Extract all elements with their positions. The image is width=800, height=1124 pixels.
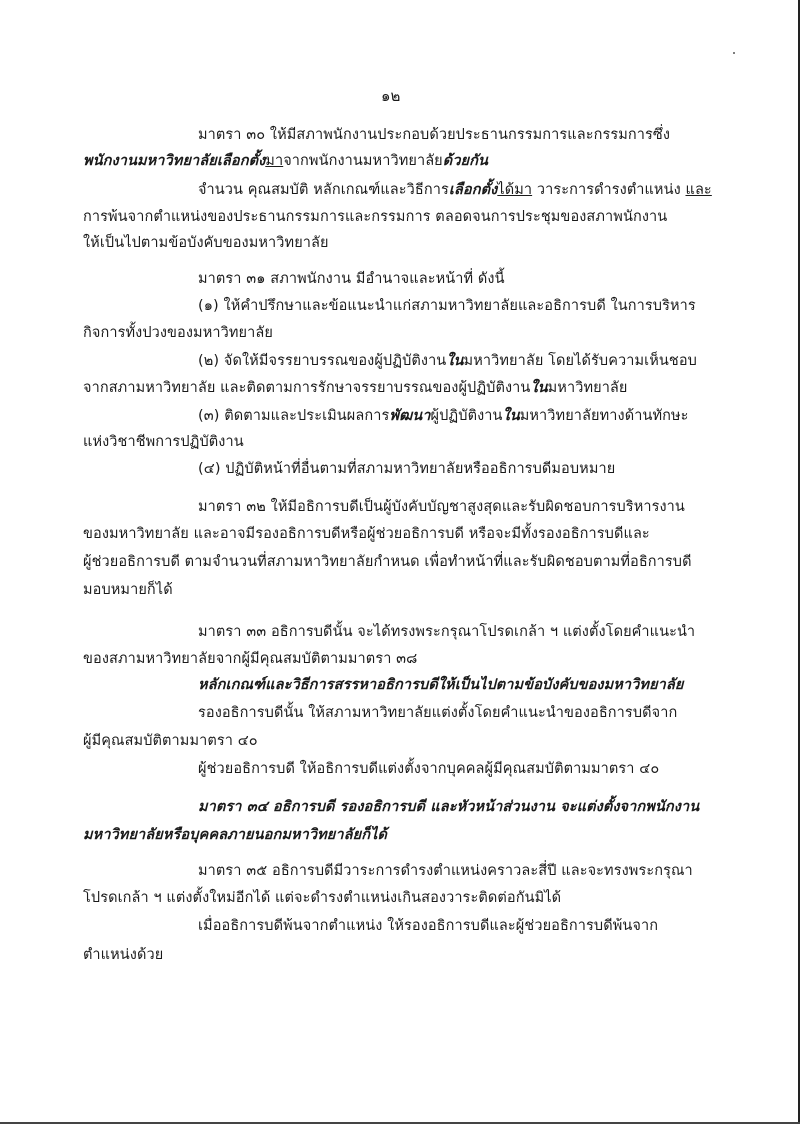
text-segment: (๒) จัดให้มีจรรยาบรรณของผู้ปฏิบัติงาน [198,353,447,369]
text-segment: รองอธิการบดีนั้น ให้สภามหาวิทยาลัยแต่งตั้งโดยคำแนะนำของอธิการบดีจาก [198,705,678,721]
text-segment: พนักงานมหาวิทยาลัยเลือกตั้ง [83,153,266,169]
text-segment: หลักเกณฑ์และวิธีการสรรหาอธิการบดีให้เป็นไปตามข้อบังคับของมหาวิทยาลัย [198,677,684,693]
text-segment: มหาวิทยาลัยทางด้านทักษะ [519,408,689,424]
text-segment: ใน [530,380,548,396]
section-32-line-4 [83,580,173,600]
section-31-line-5 [83,378,628,398]
section-32-line-2 [83,524,650,544]
section-30-line-2 [83,151,488,171]
text-segment: วาระการดำรงตำแหน่ง [532,182,686,198]
text-segment: (๔) ปฏิบัติหน้าที่อื่นตามที่สภามหาวิทยาลัยหรืออธิการบดีมอบหมาย [198,461,616,477]
text-segment: มาตรา ๓๓ อธิการบดีนั้น จะได้ทรงพระกรุณาโปรดเกล้า ฯ แต่งตั้งโดยคำแนะนำ [198,624,696,640]
text-segment: ผู้มีคุณสมบัติตามมาตรา ๔๐ [83,733,258,749]
text-segment: มา [265,153,284,169]
text-segment: กิจการทั้งปวงของมหาวิทยาลัย [83,325,273,341]
text-segment: โปรดเกล้า ฯ แต่งตั้งใหม่อีกได้ แต่จะดำรงตำแหน่งเกินสองวาระติดต่อกันมิได้ [83,890,562,906]
text-segment: ของมหาวิทยาลัย และอาจมีรองอธิการบดีหรือผู้ช่วยอธิการบดี หรือจะมีทั้งรองอธิการบดีและ [83,526,650,542]
section-33-line-1 [198,622,695,642]
text-segment: มาตรา ๓๑ สภาพนักงาน มีอำนาจและหน้าที่ ดังนี้ [198,271,505,287]
text-segment: ผู้ปฏิบัติงาน [430,408,503,424]
text-segment: มหาวิทยาลัย โดยได้รับความเห็นชอบ [463,353,697,369]
section-30-line-4 [83,207,667,227]
section-35-line-4 [83,945,163,965]
section-33-line-3 [198,675,684,695]
text-segment: แห่งวิชาชีพการปฏิบัติงาน [83,434,244,450]
section-31-line-3 [83,323,273,343]
scan-speck [733,52,735,54]
text-segment: มาตรา ๓๐ ให้มีสภาพนักงานประกอบด้วยประธานกรรมการและกรรมการซึ่ง [198,127,671,143]
text-segment: จำนวน คุณสมบัติ หลักเกณฑ์และวิธีการ [198,182,449,198]
text-segment: พัฒนา [389,408,431,424]
section-33-line-4 [198,703,677,723]
text-segment: ผู้ช่วยอธิการบดี ให้อธิการบดีแต่งตั้งจากบุคคลผู้มีคุณสมบัติตามมาตรา ๔๐ [198,761,660,777]
text-segment: มหาวิทยาลัยหรือบุคคลภายนอกมหาวิทยาลัยก็ได้ [83,827,387,843]
text-segment: ใน [446,353,464,369]
text-segment: มหาวิทยาลัย [547,380,628,396]
text-segment: มาตรา ๓๕ อธิการบดีมีวาระการดำรงตำแหน่งคราวละสี่ปี และจะทรงพระกรุณา [198,863,693,879]
text-segment: ผู้ช่วยอธิการบดี ตามจำนวนที่สภามหาวิทยาลัยกำหนด เพื่อทำหน้าที่และรับผิดชอบตามที่อธิการบดี [83,554,692,570]
text-segment: มาตรา ๓๒ ให้มีอธิการบดีเป็นผู้บังคับบัญชาสูงสุดและรับผิดชอบการบริหารงาน [198,499,685,515]
section-33-line-5 [83,731,258,751]
section-32-line-1 [198,497,685,517]
section-34-line-1 [198,797,699,817]
section-31-line-8 [198,459,615,479]
section-35-line-2 [83,888,561,908]
text-segment: เมื่ออธิการบดีพ้นจากตำแหน่ง ให้รองอธิการบดีและผู้ช่วยอธิการบดีพ้นจาก [198,918,659,934]
section-31-line-6 [198,406,689,426]
text-segment: (๓) ติดตามและประเมินผลการ [198,408,390,424]
text-segment: ด้วยกัน [442,153,489,169]
section-30-line-5 [83,233,329,253]
section-30-line-1 [198,125,670,145]
text-segment: เลือกตั้ง [448,182,498,198]
text-segment: มาตรา ๓๔ อธิการบดี รองอธิการบดี และหัวหน้าส่วนงาน จะแต่งตั้งจากพนักงาน [198,799,700,815]
text-segment: ของสภามหาวิทยาลัยจากผู้มีคุณสมบัติตามมาตรา ๓๘ [83,651,418,667]
section-34-line-2 [83,825,387,845]
text-segment: จากสภามหาวิทยาลัย และติดตามการรักษาจรรยาบรรณของผู้ปฏิบัติงาน [83,380,531,396]
text-segment: การพ้นจากตำแหน่งของประธานกรรมการและกรรมการ ตลอดจนการประชุมของสภาพนักงาน [83,209,668,225]
section-32-line-3 [83,552,692,572]
section-33-line-6 [198,759,659,779]
section-35-line-1 [198,861,693,881]
section-31-line-2 [198,296,696,316]
section-31-line-4 [198,351,697,371]
section-35-line-3 [198,916,658,936]
section-31-line-1 [198,269,505,289]
text-segment: (๑) ให้คำปรึกษาและข้อแนะนำแก่สภามหาวิทยาลัยและอธิการบดี ในการบริหาร [198,298,696,314]
section-33-line-2 [83,649,417,669]
page-number: ๑๒ [381,87,401,105]
text-segment: และ [685,182,712,198]
text-segment: ให้เป็นไปตามข้อบังคับของมหาวิทยาลัย [83,235,329,251]
text-segment: ได้มา [497,182,533,198]
section-31-line-7 [83,432,244,452]
text-segment: ตำแหน่งด้วย [83,947,164,963]
section-30-line-3 [198,180,712,200]
text-segment: มอบหมายก็ได้ [83,582,173,598]
text-segment: จากพนักงานมหาวิทยาลัย [283,153,443,169]
text-segment: ใน [502,408,520,424]
